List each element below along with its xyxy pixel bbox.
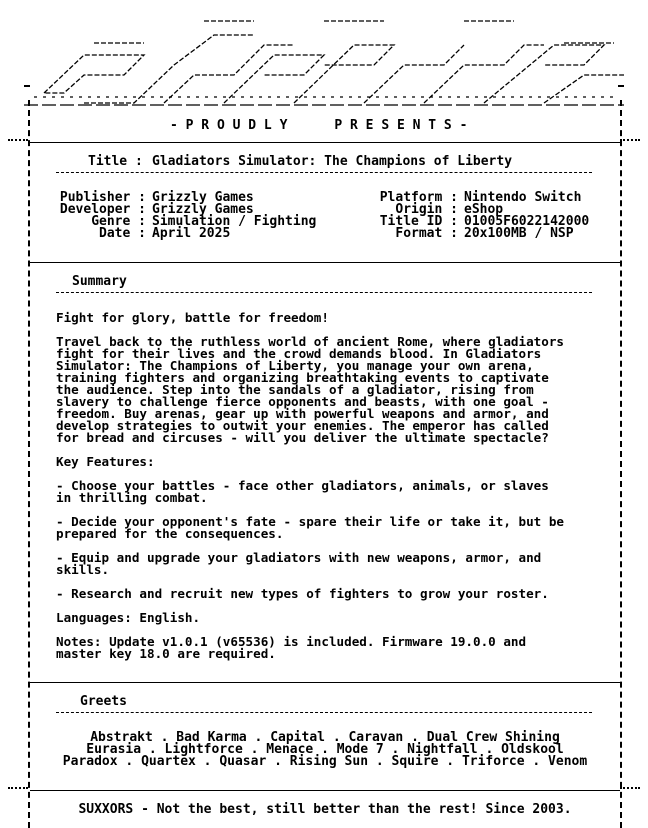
origin-value: eShop (464, 202, 504, 217)
key-features-heading: Key Features: (56, 454, 155, 469)
developer-label: Developer : (59, 202, 146, 217)
presents-banner: - P R O U D L Y P R E S E N T S - (170, 118, 468, 133)
frame-dots-right-top (620, 139, 640, 141)
title-value: Gladiators Simulator: The Champions of Liberty (152, 154, 513, 169)
origin-label: Origin : (395, 202, 458, 217)
genre-value: Simulation / Fighting (152, 214, 317, 229)
feature-item: - Equip and upgrade your gladiators with new weapons, armor, and skills. (56, 550, 542, 577)
greets-line: Paradox . Quartex . Quasar . Rising Sun . Squire . Triforce . Venom (62, 754, 588, 769)
greets-line: Eurasia . Lightforce . Menace . Mode 7 . Nightfall . Oldskool (86, 742, 564, 757)
summary-underline (56, 292, 592, 293)
date-label: Date : (99, 226, 146, 241)
rule-above-greets (30, 682, 620, 683)
feature-item: - Decide your opponent's fate - spare their life or take it, but be prepared for the consequences. (56, 514, 564, 541)
publisher-label: Publisher : (59, 190, 146, 205)
footer-tagline: SUXXORS - Not the best, still better than the rest! Since 2003. (78, 802, 572, 817)
rule-above-summary (30, 262, 620, 263)
rule-under-banner (30, 142, 620, 143)
greets-underline (56, 712, 592, 713)
title-id-label: Title ID : (379, 214, 458, 229)
developer-value: Grizzly Games (152, 202, 254, 217)
feature-item: - Choose your battles - face other gladiators, animals, or slaves in thrilling combat. (56, 478, 549, 505)
frame-left-border (28, 100, 30, 828)
format-label: Format : (395, 226, 458, 241)
title-id-value: 01005F6022142000 (464, 214, 590, 229)
summary-heading: Summary (72, 274, 127, 289)
summary-body: Travel back to the ruthless world of ancient Rome, where gladiators fight for their lives and the crowd demands blood. In Gladiators Simulator: The Champions of Liberty, you manage your own arena, training fighters and organizing breathtaking events to captivate the audience. Step into the sandals of a gladiator, rising from slavery to challenge fierce opponents and beasts, with one goal - freedom. Buy arenas, gear up with powerful weapons and armor, and develop strategies to outwit your enemies. The emperor has called for bread and circuses - will you deliver the ultimate spectacle? (56, 334, 564, 445)
frame-dots-left-top (8, 139, 28, 141)
feature-item: - Research and recruit new types of fighters to grow your roster. (56, 586, 549, 601)
platform-label: Platform : (379, 190, 458, 205)
title-underline (56, 172, 592, 173)
frame-dots-left-bottom (8, 787, 28, 789)
date-value: April 2025 (152, 226, 231, 241)
rule-above-footer (30, 790, 620, 791)
frame-right-border (620, 100, 622, 828)
languages-line: Languages: English. (56, 610, 201, 625)
publisher-value: Grizzly Games (152, 190, 254, 205)
genre-label: Genre : (91, 214, 146, 229)
title-label: Title : (88, 154, 143, 169)
platform-value: Nintendo Switch (464, 190, 582, 205)
greets-line: Abstrakt . Bad Karma . Capital . Caravan . Dual Crew Shining (90, 730, 560, 745)
greets-heading: Greets (80, 694, 127, 709)
notes-text: Notes: Update v1.0.1 (v65536) is included. Firmware 19.0.0 and master key 18.0 are required. (56, 634, 527, 661)
format-value: 20x100MB / NSP (464, 226, 574, 241)
frame-dots-right-bottom (620, 787, 640, 789)
suxxors-ascii-logo (24, 15, 624, 110)
summary-tagline: Fight for glory, battle for freedom! (56, 310, 329, 325)
